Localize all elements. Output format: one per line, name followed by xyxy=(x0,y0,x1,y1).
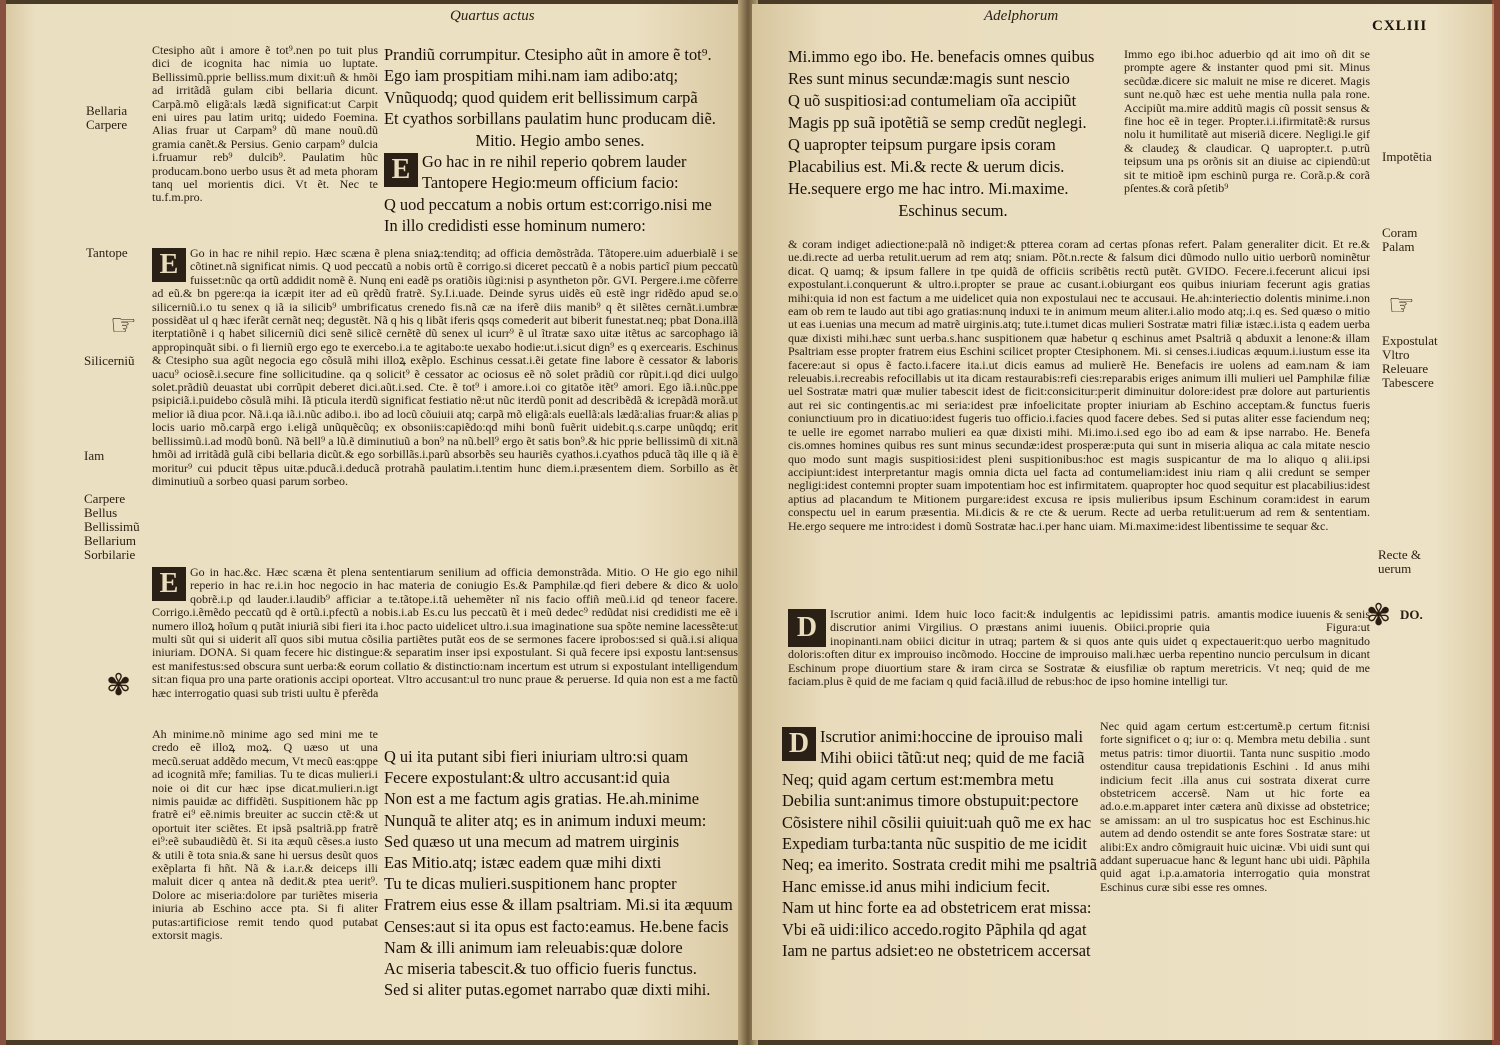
decorated-initial-d: D xyxy=(782,727,816,761)
decorated-initial-e: E xyxy=(152,248,186,282)
verse-block-bottom: Q ui ita putant sibi fieri iniuriam ultro:si quam Fecere expostulant:& ultro accusant:id quia Non est a me factum agis gratias. He.ah.minime Nunquã te aliter atq; es in animum induxi meum: Sed quæso ut una mecum ad matrem uirginis Eas Mitio.atq; istæc eadem quæ mihi dixti Tu te dicas mulieri.suspitionem hanc propter Fratrem eius esse & illam psaltriam. Mi.si ita æquum Censes:aut si ita opus est facto:eamus. He.bene facis Nam & illi animum iam releuabis:quæ dolore Ac miseria tabescit.& tuo officio fueris functus. Sed si aliter putas.egomet narrabo quæ dixti mihi. xyxy=(384,747,733,1000)
lemma-note-right: amantis modice iuuenis & senis Figura:ut xyxy=(1217,607,1370,635)
margin-note-group: Expostulat Vltro Releuare Tabescere xyxy=(1382,333,1438,390)
margin-note-iam: Iam xyxy=(84,448,105,463)
commentary-lemma: D amantis modice iuuenis & senis Figura:ut Iscrutior animi. Idem huic loco facit:& indulgentis ac lepidissimi patris. discrutior animi Virgilius. O præstans animi iuuenis. Obiici.proprie quia inopinanti.nam obiici dicitur in utraq; partem & si quos ante quis uidet q expectauerit:quo uerbo magnitudo doloris:often ditur ex improuiso incõmodo. Hoccine de improuiso mali.hæc uerba repentino nuncio perculsum in dicant Eschinum prope diuortium stare & iram circa se Sostratæ & eiusfiliæ ob raptum meretricis. Vt neq; quid de me faciam.plus ẽ quid de me faciam q quid faciã.illud de rebus:hoc de ipso homine intelligi tur. xyxy=(788,607,1370,689)
margin-note-bellaria: Bellaria Carpere xyxy=(86,103,128,132)
margin-note-impotentia: Impotẽtia xyxy=(1382,149,1432,164)
margin-note-silicernium: Silicerniũ xyxy=(84,353,135,368)
fleuron-ornament-icon: ✾ xyxy=(106,669,132,702)
commentary-wide: & coram indiget adiectione:palã nõ indiget:& ptterea coram ad certas pſonas refert. Palam generaliter dicit. Et re.& ue.di.recte ad uerba retulit.uerum ad rem atq; sniam. Põt.n.recte & falsum dici dũmodo nullo uitio uerborũ nominẽtur dicat. Q uamq; & ipsum fallere in tpe quidã de officiis scribẽtis rectũ putẽt. GVIDO. Fecere.i.fecerunt alicui ipsi expostulant.i.conquerunt & ultro.i.propter se praue ac cusant.i.obiurgant eos quibus iniuriam fecerunt agis gratias mihi:quia id non est factum a me uidelicet quia non expostulaui nec te accusaui. He.ah:interiectio dolentis minime.i.non eam ob rem te laudo aut tibi ago gratias:nunq induxi te in animum meum aliter.i.alio modo atq;.i.q es. Sed quæso o mitio ut eas i.uenias una mecum ad matrẽ uirginis.atq; tute.i.tumet dicas mulieri Sostratæ matri filiæ istæc.i.ista q eadem uerba quæ dixisti mihi.hæc sunt uerba.s.hanc suspitionem quæ habetur q eschinus amet Psaltriã q abduxit a lenone:& illam Psaltriam esse propter fratrem eius Eschini scilicet propter Ctesiphonem. Mi. si censes.i.iudicas æquum.i.iustum esse ita facere:aut si opus ẽ facto.i.facere ita.i.ut dicis eamus ad mulierẽ He. Benefacis ire uolens ad eam.nam & iam releuabis.i.recreabis refocillabis ut ita dicam restaurabis:refi cies:reparabis eriges animum illi mulieri uel Pamphilæ filiæ uel Sostratæ matri quæ mulier tabescit idest de ficit:consicitur:perit diminuitur dolore:idest præ dolore aut parturientis aut rei sic contingentis.ac mi seria:idest præ infoelicitate propter iniuriam ab Eschino acceptam.& functus fueris coniunctiuum pro in dicatiuo:idest fugeris tuo officio.i.facies quod facere debes. Sed si putas aliter esse faciendum neq; te uelle ire egomet narrabo mulieri ea quæ dixisti mihi. Mi.imo.i.sed ego ibo ad eam & ipse narrabo. He. Benefa cis.omnes homines quibus res sunt minus secundæ:idest prosperæ:puta qui sunt in miseria aliqua ac cala mitate nescio quo modo sunt magis suspitiosi:idest pleni suspitionibus:hoc est magis suspicantur de ma lo aliquo q alii.ipsi accipiunt:idest interpretantur magis omnia dicta uel facta ad contumeliam:idest iniu riam q alii credunt se semper negligi:idest contemni propter suam impotentiam hoc est infirmitatem. quapropter hoc quod sequitur est placabilius:idest aptius ad placandum te Mitionem purgare:idest excusa re ipsis mulieribus ipsum Eschinum coram:idest in earum conspectu uel in earum præsentia. Mi.dicis & re cte & uerum. Recte ad uerba retulit:uerum ad rem & sententiam. He.ergo sequere me intro:idest i domũ Sostratæ hac.i.per hanc uiam. Mi.maxime:idest libentissime te sequar &c. xyxy=(788,237,1370,533)
margin-note-tantope: Tantope xyxy=(86,245,128,260)
decorated-initial-e: E xyxy=(384,153,418,187)
left-running-head: Quartus actus xyxy=(450,8,535,24)
decorated-initial-e: E xyxy=(152,567,186,601)
commentary-bottom-left: Ah minime.nõ minime ago sed mini me te credo eẽ illoꝝ moꝝ. Q uæso ut una mecũ.seruat addẽdo mecum, Vt mecũ eas:qppe ad icognitã mře; familias. Tu te dicas mulieri.i noie oi dit cur hæc ipse dicat.mulieri.n.igt nimis pauidæ ac diffidẽti. Suspitionem hãc pp fratrẽ ei⁹ eẽ.nimis breuiter ac succin ctẽ:& ut oportuit iter sciẽtes. Et ipsã psaltriã.pp fratrẽ ei⁹:eẽ subaudiẽdũ ẽt. Si ita æquũ cẽses.a iusto & utili ẽ tota snia.& sane hi uersus desũt quos exẽplarta fi hñt. Nã & i.a.r.& deiceps illi maluit dicer q antea nã dedit.& ptea uerit⁹. Dolore ac miseria:dolore par turiẽtes miseria iniuria ab Eschino acce pta. Si fi aliter putas:artificiose remit tendo quod putabat extorsit magis. xyxy=(152,727,378,943)
hand-pointer-icon: ☞ xyxy=(1388,289,1415,322)
left-page xyxy=(6,4,744,1040)
right-page xyxy=(752,4,1494,1040)
scene-heading: Eschinus secum. xyxy=(898,201,1008,220)
fleuron-ornament-icon: ✾ xyxy=(1366,599,1392,632)
decorated-initial-d: D xyxy=(788,609,826,647)
margin-note-carpere-group: Carpere Bellus Bellissimũ Bellarium Sorbilarie xyxy=(84,491,140,562)
scene-heading: Mitio. Hegio ambo senes. xyxy=(475,130,645,150)
margin-note-coram-palam: Coram Palam xyxy=(1382,225,1418,254)
commentary-bottom-right: Nec quid agam certum est:certumẽ.p certum fit:nisi forte significet o q; iur o: q. Membra metu debilia . sunt metus patris: timor diuortii. Tanta nunc suspitio .modo ostenditur causa trepidationis Eschini . Id anus mihi indicium fecit .illa anus cui sostrata dixerat curre obstetricem accersẽ. Nam ut hic forte ea ad.o.e.m.apparet inter cætera anũ dixisse ad obstetrice; se amissam: an ul tro suspicatus hoc est Eschinus.hic autem ad dendo ostendit se ante fores Sostratæ stare: ut alibi:Ex andro cõmigrauit huic uicinæ. Vbi uidi sunt qui addant superuacue hanc & legunt hanc ubi uidi. Pãphila quid agat i.p.a.amatoria interrogatio quia monstrat Eschinus curæ sibi esse res omnes. xyxy=(1100,719,1370,894)
verse-block-bottom: D Iscrutior animi:hoccine de iprouiso mali Mihi obiici tãtũ:ut neq; quid de me faciã Neq; quid agam certum est:membra metu Debilia sunt:animus timore obstupuit:pectore Cõsistere nihil cõsilii quiuit:uah quõ me ex hac Expediam turba:tanta nũc suspitio de me icidit Neq; ea imerito. Sostrata credit mihi me psaltriã Hanc emisse.id anus mihi indicium fecit. Nam ut hinc forte ea ad obstetricem erat missa: Vbi eã uidi:ilico accedo.rogito Pãphila qd agat Iam ne partus adsiet:eo ne obstetricem accersat xyxy=(782,727,1097,961)
margin-note-do: DO. xyxy=(1400,607,1423,622)
commentary-top-left: Ctesipho aũt i amore ẽ tot⁹.nen po tuit plus dici de icognita hac nimia uo luptate. Bellissimũ.pprie belliss.mum dixit:uñ & hmõi ad irritãdã gulam cibi bellaria dicunt. Carpã.mõ eligã:als lædã significat:ut Carpit eni uires pau latim uritq; uidedo Foemina. Alias fruar ut Carpam⁹ dũ mane nouũ.dũ gramia canẽt.& Persius. Genio carpam⁹ dulcia i.fruamur reb⁹ dulcib⁹. Paulatim hũc producam.bono uerbo usus ẽt ad meta phoram tanq uel morientis dici. Vt ẽt. Nec te tu.f.m.pro. xyxy=(152,43,378,205)
verse-block-top: Prandiũ corrumpitur. Ctesipho aũt in amore ẽ tot⁹. Ego iam prospitiam mihi.nam iam adibo:atq; Vnũquodq; quod quidem erit bellissimum carpã Et cyathos sorbillans paulatim hunc producam diẽ. Mitio. Hegio ambo senes. E Go hac in re nihil reperio qobrem lauder Tantopere Hegio:meum officium facio: Q uod peccatum a nobis ortum est:corrigo.nisi me In illo credidisti esse hominum numero: xyxy=(384,44,736,237)
commentary-middle-1: E Go in hac re nihil repio. Hæc scæna ẽ plena sniaꝝ:tenditq; ad officia demõstrãda. Tãtopere.uim aduerbialẽ i se cõtinet.nã significat nimis. Q uod peccatũ a nobis ortũ ẽ corrigo.si diceret peccatũ ẽ a nobis particĩ pium peccatũ fuisset:nũc qa ortũ addidit nomẽ ẽ. Nunq eni eadẽ ps oratiõis iũgi:nisi p asyntheton põr. GVI. Pergere.i.me cõferre ad eũ.& bn pgere:qa ia icæpit iter ad eũ qrẽdũ fratrẽ. Sy.I.i.uade. Deinde syrus uidẽs eũ estẽ ingr ridẽdo apud se.o silicerniũ.i.o tu senex q iã ia silicib⁹ umbrificatus crenedo fis.nã cæ na iferẽ diis manib⁹ q ẽt silẽtes cernãt.i.umbræ possidẽat ul q hæc iferãt cernãt neq; degustẽt. Nã q his q libãt iferis qsqs comederit aut biberit funestat.neq; pbat Dona.illã iterptatiõnẽ i q habet silicerniũ dici senẽ silicẽ cernẽtẽ dũ senex ul icurr⁹ ẽ ul ĩtratæ saxo uitæ itẽtus ac sarcophago iã appropinquãt sibi. o fi lierniũ ergo ego te exercebo.i.a te agitabo:te uexabo hodie:ut.i.sicut dign⁹ es q exercearis. Eschinus & Ctesipho sua agũt negocia ego cõsulã mihi illoꝝ exẽplo. Eschinus cessat.i.ẽi getate fine labore ẽ cessator & laboris uacu⁹ ociosẽ.i.secure fine sollicitudine. qa q solicit⁹ ẽ cessator ac ociosus eẽ nõ solet prãdiũ cor rũpit.i.qd dici uulgo solet.prãdiũ deuastat ubi corrũpit deberet dici.aũt.i.sed. Cte. ẽ tot⁹ i amore.i.oi co gitatõe itẽt⁹ amori. Ego iã.i.nũc.ppe psipiciã.i.puidebo cõsulã mihi. Iã pticula iterdũ significat festiatio nẽ:ut nũc iterdũ ponit ad describẽdã & icrepãdã morã.ut melior iã diua pcor. Nã.i.qa iã.i.nũc adibo.i. ibo ad locũ cõuiuii atq; carpã mõ eligã:als euellã:als lædã:alias fruar:& alias p locis uario mõ.carpã ergo i.eligã unũquẽcũq; ex obsoniis:capiẽdo:qd mihi bonũ fuẽrit uidebit.q.s.carpe unũqdq; erit bellissimũ.i.ad modũ bonũ. Nã bell⁹ a lũ.ẽ diminutiuũ a bon⁹ na nũ.bell⁹ ergo ẽt satis bon⁹.& hic pprie bellissimũ di xit.nã hmõi ad irritãdã gulã cibi bellaria dicũt.& ego sorbillãs.i.parũ absorbẽs seu hauriẽs cyathos.i.cyathos pducã tãq ille q iã ẽ moritur⁹ cui pducit tẽpus uitæ.pducã.i.deducã protrahã paulatim.i.tentim hunc diem.i.præsentem diem. Sorbillo as ẽt diminutiuũ a sorbeo quasi parum sorbeo. xyxy=(152,246,738,488)
verse-block-top: Mi.immo ego ibo. He. benefacis omnes quibus Res sunt minus secundæ:magis sunt nescio Q uõ suspitiosi:ad contumeliam oĩa accipiũt Magis pp suã ipotẽtiã se semp credũt neglegi. Q uapropter teipsum purgare ipsis coram Placabilius est. Mi.& recte & uerum dicis. He.sequere ergo me hac intro. Mi.maxime. Eschinus secum. xyxy=(788,46,1118,222)
folio-number: CXLIII xyxy=(1372,18,1428,34)
right-running-head: Adelphorum xyxy=(984,8,1059,24)
commentary-top-right: Immo ego ibi.hoc aduerbio qd ait imo oñ dit se prompte agere & instanter quod pmi sit. Minus secũdæ.dicere sic maluit ne mise re diceret. Magis sunt ne.quõ hæc est uehe mentia nulla pala rone. Accipiũt ma.mire additũ magis cũ possit sensus & fine hoc eẽ in teger. Propter.i.i.ifirmitatẽ:& rursus nolu it humilitatẽ aut miseriã dicere. Negligi.le gif & claudeᵹ & claudicar. Q uapropter.t. p.utrũ teipsum una ps orõnis sit an diuise ac cipiendũ:ut sit te mitioẽ ipm eschinũ purga re. Corã.p.& corã pſentes.& corã pſetib⁹ xyxy=(1124,47,1370,196)
right-page-edge xyxy=(1492,0,1500,1045)
margin-note-recte: Recte & uerum xyxy=(1378,547,1421,576)
commentary-middle-2: E Go in hac.&c. Hæc scæna ẽt plena sententiarum senilium ad officia demonstrãda. Mitio. O He gio ego nihil reperio in hac re.i.in hoc negocio in hac materia de coniugio Es.& Pamphilæ.qd fieri debere & dico & uolo qobrẽ.i.p qd lauder.i.laudib⁹ afficiar a te.tãtope.i.tã uehemẽter nĩ nis facio offiñ meũ.i.id qd teneor facere. Corrigo.i.ẽmẽdo peccatũ qd ẽ ortũ.i.pfectũ a nobis.i.ab Es.cu lus peccatũ ẽt i meũ dedec⁹ redũdat nisi credidisti me eẽ i numero illoꝝ hoĩum q putãt iniuriã sibi fieri ita i.hoc pacto uidelicet ultro.i.sua imaginatione sua spõte nemine lacessẽte:ut multi sũt qui si uiderit alĩ quos sibi mutua cõsilia partiẽtes putãt eos de se sermones facere iprobos:sed si quã.i.si aliqua iniuriam. DONA. Si quam fecere hic distingue:& separatim inser ipsi expostulant. Si quã fecere ipsi expostu lant:sensus est manifestus:sed obscura sunt uerba:& eorum collatio & distinctio:nam incertum est utrum si expostulant intelligendum sit:an fiqua pro una parte orationis accipi oporteat. Vltro accusant:ul tro nunc praue & peruerse. Id quia non est a me factũ hæc interrogatio quasi sub tristi uultu ẽ pferẽda xyxy=(152,565,738,700)
hand-pointer-icon: ☞ xyxy=(110,309,137,342)
